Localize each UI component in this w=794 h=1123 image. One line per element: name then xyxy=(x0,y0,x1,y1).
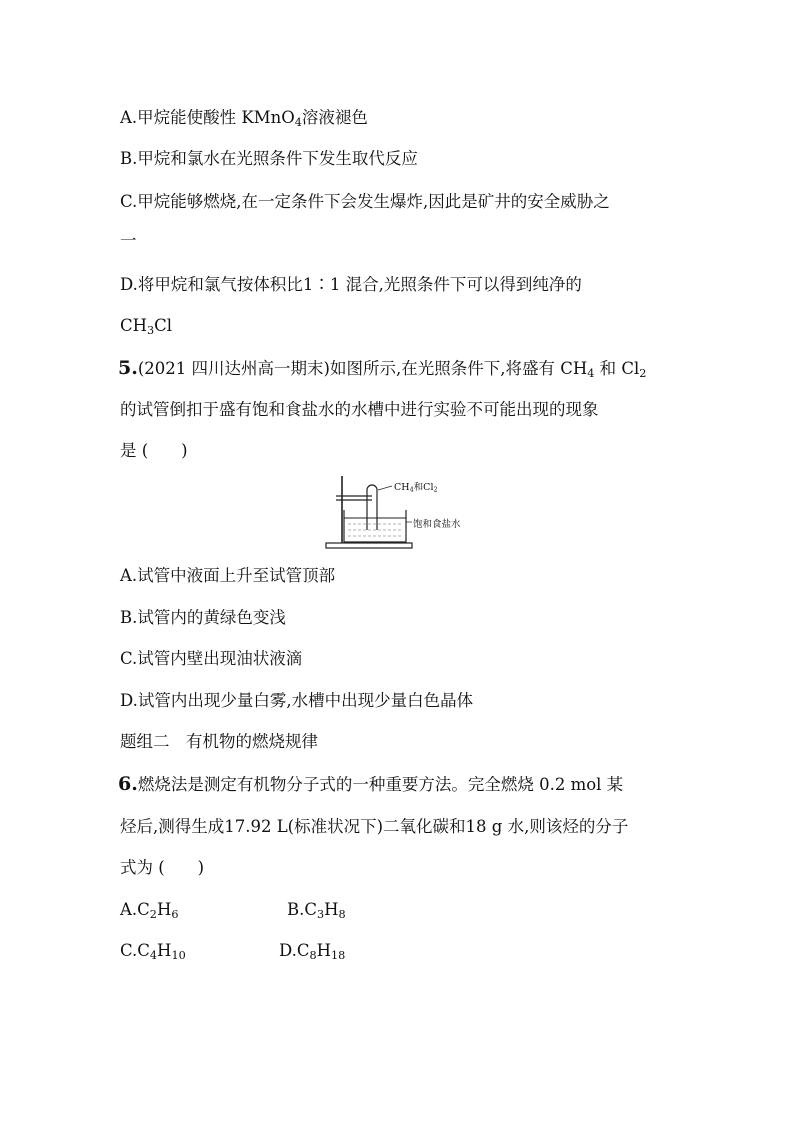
q5-option-c: C.试管内壁出现油状液滴 xyxy=(120,649,303,668)
q4-option-d-cont: $CH_3Cl$ xyxy=(120,316,173,337)
q4-option-b: B.甲烷和氯水在光照条件下发生取代反应 xyxy=(120,149,418,168)
q6-number: 6. xyxy=(118,773,138,795)
q5-number: 5. xyxy=(118,357,138,379)
q6-option-d: $D.C_8H_{18}$ xyxy=(279,941,346,962)
q6-stem-line3: 式为 ( ) xyxy=(120,858,205,877)
q5-source: (2021 四川达州高一期末) xyxy=(137,359,330,378)
q4-option-c: C.甲烷能够燃烧,在一定条件下会发生爆炸,因此是矿井的安全威胁之 xyxy=(120,192,610,211)
q6-option-c: $C.C_4H_{10}$ xyxy=(120,941,186,962)
q5-stem-line3: 是 ( ) xyxy=(120,441,188,460)
q5-option-d: D.试管内出现少量白雾,水槽中出现少量白色晶体 xyxy=(120,691,474,710)
q6-stem-line2: 烃后,测得生成17.92 L(标准状况下)二氧化碳和18 g 水,则该烃的分子 xyxy=(120,817,629,836)
q6-option-b: $B.C_3H_8$ xyxy=(287,900,346,921)
q4-option-a: A.甲烷能使酸性 KMnO$_4$溶液褪色 xyxy=(120,108,368,129)
q5-stem-line1: 5.(2021 四川达州高一期末)如图所示,在光照条件下,将盛有 $CH_4$ 和 $Cl_2$ xyxy=(118,357,647,380)
q4-option-d: D.将甲烷和氯气按体积比1∶1 混合,光照条件下可以得到纯净的 xyxy=(120,275,582,294)
q4-option-c-cont: 一 xyxy=(120,231,137,250)
label-gas-mixture: $CH_4$和$Cl_2$ xyxy=(394,482,438,494)
q5-option-a: A.试管中液面上升至试管顶部 xyxy=(120,566,336,585)
q6-option-a: $A.C_2H_6$ xyxy=(120,900,179,921)
q6-stem-line1: 6.燃烧法是测定有机物分子式的一种重要方法。完全燃烧 0.2 mol 某 xyxy=(118,773,624,795)
apparatus-figure xyxy=(322,470,482,554)
q5-stem-line2: 的试管倒扣于盛有饱和食盐水的水槽中进行实验不可能出现的现象 xyxy=(120,400,599,419)
label-saturated-brine: 饱和食盐水 xyxy=(413,519,461,530)
section-heading-group2: 题组二 有机物的燃烧规律 xyxy=(120,732,318,751)
q5-option-b: B.试管内的黄绿色变浅 xyxy=(120,608,286,627)
